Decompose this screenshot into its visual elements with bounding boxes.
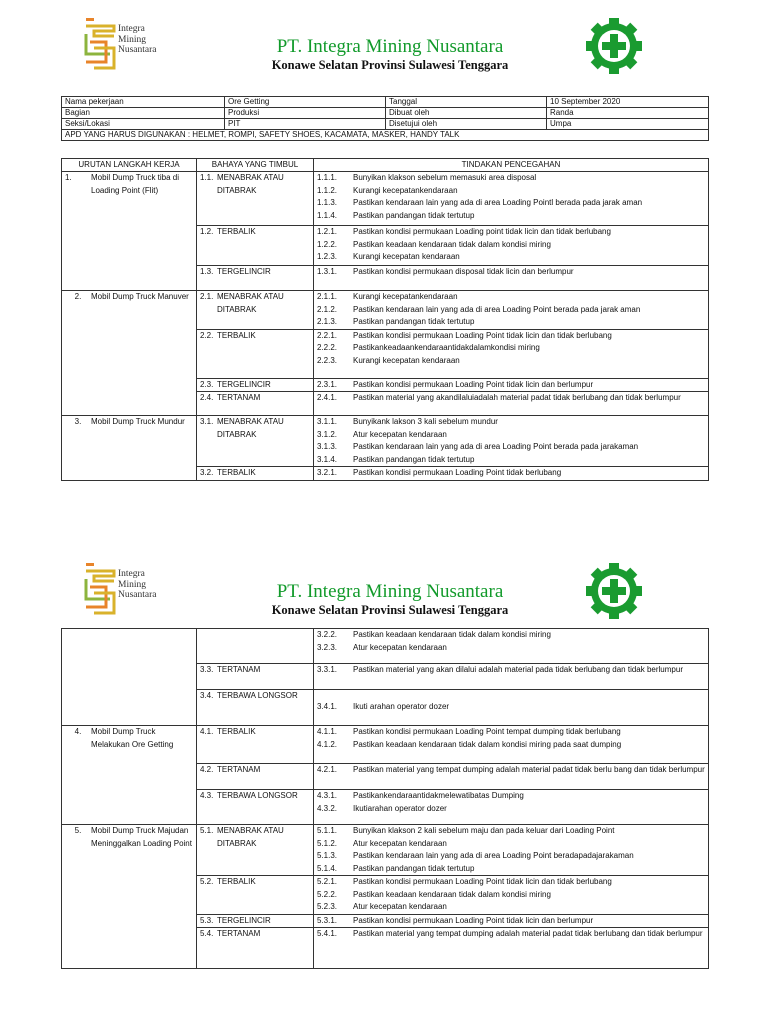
hazard-number: 1.1. xyxy=(200,173,214,182)
hazard-number: 4.3. xyxy=(200,791,214,800)
hazard-cell xyxy=(197,392,314,416)
table-row xyxy=(62,726,709,764)
hazard-cell xyxy=(197,172,314,226)
measure-cell xyxy=(314,467,709,481)
document-header xyxy=(0,0,768,80)
hazard-cell xyxy=(197,876,314,915)
measure-cell xyxy=(314,690,709,726)
hazard-text: TERGELINCIR xyxy=(217,379,271,389)
table-header-row xyxy=(62,159,709,172)
step-text: Mobil Dump Truck Mundur xyxy=(91,417,185,426)
hazard-text: MENABRAK ATAU DITABRAK xyxy=(217,173,284,195)
hazard-cell xyxy=(197,690,314,726)
step-cell xyxy=(62,416,197,481)
measure-text: Pastikan pandangan tidak tertutup xyxy=(353,454,475,464)
measure-number: 3.1.2. xyxy=(317,429,338,439)
column-header: BAHAYA YANG TIMBUL xyxy=(197,159,314,172)
measure-cell xyxy=(314,226,709,266)
measure-number: 1.2.1. xyxy=(317,227,338,236)
integra-logo-icon xyxy=(84,16,118,74)
table-row xyxy=(62,825,709,876)
measure-number: 1.2.2. xyxy=(317,239,338,249)
info-label: Tanggal xyxy=(386,97,547,108)
measure-number: 4.3.2. xyxy=(317,803,338,813)
measure-text: Pastikan kondisi permukaan Loading Point tidak licin dan berlumpur xyxy=(353,379,594,389)
measure-number: 3.1.1. xyxy=(317,417,338,426)
measure-text: Ikuti arahan operator dozer xyxy=(353,702,450,711)
measure-number: 1.1.2. xyxy=(317,185,338,195)
measure-number: 2.3.1. xyxy=(317,379,338,389)
logo-word: Mining xyxy=(118,579,146,590)
company-logo xyxy=(84,16,174,74)
measure-cell xyxy=(314,825,709,876)
measure-number: 1.1.1. xyxy=(317,173,338,182)
measure-number: 1.3.1. xyxy=(317,267,338,276)
hazard-cell xyxy=(197,825,314,876)
hazard-text: MENABRAK ATAU DITABRAK xyxy=(217,826,284,848)
measure-text: Pastikan pandangan tidak tertutup xyxy=(353,863,475,873)
measure-text: Pastikan material yang akan dilalui adalah material pada tidak berlubang dan tidak berlumpur xyxy=(353,665,683,674)
measure-number: 1.1.3. xyxy=(317,198,338,207)
measure-text: Pastikan keadaan kendaraan tidak dalam kondisi miring xyxy=(353,630,551,639)
measure-text: Atur kecepatan kendaraan xyxy=(353,838,447,848)
step-cell xyxy=(62,629,197,726)
measure-text: Pastikan kondisi permukaan Loading Point tempat dumping tidak berlubang xyxy=(353,727,621,736)
measure-text: Pastikan kendaraan lain yang ada di area Loading Point beradapadajarakaman xyxy=(353,851,634,860)
column-header: URUTAN LANGKAH KERJA xyxy=(62,159,197,172)
measure-text: Pastikan kendaraan lain yang ada di area Loading Point berada pada jarakaman xyxy=(353,442,639,451)
hazard-text: TERBALIK xyxy=(217,727,256,736)
measure-text: Pastikan keadaan kendaraan tidak dalam kondisi miring xyxy=(353,239,551,249)
measure-text: Kurangi kecepatan kendaraan xyxy=(353,355,460,365)
measure-text: Pastikan kondisi permukaan Loading Point tidak licin dan berlumpur xyxy=(353,915,594,925)
hazard-text: TERGELINCIR xyxy=(217,267,271,276)
hazard-cell xyxy=(197,226,314,266)
measure-text: Pastikan kondisi permukaan Loading Point tidak licin dan tidak berlubang xyxy=(353,877,612,886)
measure-cell xyxy=(314,172,709,226)
company-location: Konawe Selatan Provinsi Sulawesi Tenggara xyxy=(271,58,509,72)
measure-text: Kurangi kecepatan kendaraan xyxy=(353,252,460,261)
logo-word: Nusantara xyxy=(118,590,157,600)
hazard-number: 3.2. xyxy=(200,468,214,477)
measure-number: 3.1.4. xyxy=(317,454,338,464)
hazard-text: TERBALIK xyxy=(217,877,256,886)
info-label: Nama pekerjaan xyxy=(62,97,225,108)
measure-number: 3.2.3. xyxy=(317,642,338,652)
measure-text: Pastikan material yang tempat dumping adalah material padat tidak berlu bang dan tidak berlumpur xyxy=(353,765,705,774)
measure-cell xyxy=(314,726,709,764)
hazard-number: 4.1. xyxy=(200,727,214,736)
hazard-cell xyxy=(197,467,314,481)
hazard-text: TERBAWA LONGSOR xyxy=(217,791,298,800)
measure-number: 1.1.4. xyxy=(317,210,338,220)
measure-number: 4.1.2. xyxy=(317,739,338,749)
hazard-cell xyxy=(197,790,314,825)
measure-text: Kurangi kecepatankendaraan xyxy=(353,292,458,301)
hazard-cell xyxy=(197,378,314,392)
hazard-text: TERGELINCIR xyxy=(217,915,271,925)
hazard-number: 2.3. xyxy=(200,379,214,389)
measure-text: Bunyikan klakson 2 kali sebelum maju dan pada keluar dari Loading Point xyxy=(353,826,615,835)
measure-number: 2.1.2. xyxy=(317,304,338,314)
measure-cell xyxy=(314,291,709,330)
step-number: 1. xyxy=(65,173,72,182)
step-cell xyxy=(62,172,197,291)
hazard-number: 1.3. xyxy=(200,267,214,276)
company-name: PT. Integra Mining Nusantara xyxy=(276,36,504,57)
logo-text xyxy=(118,24,157,56)
measure-number: 3.2.1. xyxy=(317,468,338,477)
measure-number: 5.4.1. xyxy=(317,929,338,938)
measure-cell xyxy=(314,664,709,690)
safety-cross-gear-icon xyxy=(584,561,644,621)
column-header: TINDAKAN PENCEGAHAN xyxy=(314,159,709,172)
logo-word: Integra xyxy=(118,569,145,579)
measure-text: Pastikan kendaraan lain yang ada di area Loading Pointl berada pada jarak aman xyxy=(353,198,643,207)
step-number: 5. xyxy=(74,826,82,835)
company-name: PT. Integra Mining Nusantara xyxy=(276,581,504,602)
measure-number: 5.1.2. xyxy=(317,838,338,848)
measure-number: 5.3.1. xyxy=(317,915,338,925)
measure-number: 2.2.3. xyxy=(317,355,338,365)
hazard-cell xyxy=(197,914,314,928)
measure-text: Atur kecepatan kendaraan xyxy=(353,429,447,439)
measure-text: Pastikan kondisi permukaan Loading Point tidak berlubang xyxy=(353,468,562,477)
step-cell xyxy=(62,726,197,825)
step-number: 4. xyxy=(74,727,82,736)
table-row xyxy=(62,416,709,467)
hazard-number: 5.1. xyxy=(200,826,214,835)
measure-number: 4.3.1. xyxy=(317,791,338,800)
measure-cell xyxy=(314,378,709,392)
measure-text: Pastikan pandangan tidak tertutup xyxy=(353,317,475,326)
measure-text: Pastikankendaraantidakmelewatibatas Dumping xyxy=(353,791,524,800)
hazard-number: 5.2. xyxy=(200,877,214,886)
step-cell xyxy=(62,825,197,969)
measure-number: 5.1.3. xyxy=(317,851,338,860)
hazard-cell xyxy=(197,266,314,291)
measure-number: 2.4.1. xyxy=(317,393,338,402)
step-cell xyxy=(62,291,197,416)
table-row xyxy=(62,629,709,664)
logo-word: Mining xyxy=(118,34,146,45)
jsa-table xyxy=(61,158,709,481)
hazard-number: 5.3. xyxy=(200,915,214,925)
measure-cell xyxy=(314,392,709,416)
measure-text: Atur kecepatan kendaraan xyxy=(353,642,447,652)
measure-text: Pastikan keadaan kendaraan tidak dalam kondisi miring pada saat dumping xyxy=(353,739,622,749)
info-row xyxy=(62,97,709,108)
hazard-cell xyxy=(197,726,314,764)
measure-text: Bunyikank lakson 3 kali sebelum mundur xyxy=(353,417,498,426)
hazard-cell xyxy=(197,629,314,664)
measure-number: 5.1.4. xyxy=(317,863,338,873)
measure-text: Pastikankeadaankendaraantidakdalamkondisi miring xyxy=(353,343,540,352)
measure-text: Pastikan pandangan tidak tertutup xyxy=(353,210,475,220)
measure-number: 2.1.3. xyxy=(317,317,338,326)
step-number: 2. xyxy=(74,292,82,301)
info-label: Disetujui oleh xyxy=(386,119,547,130)
hazard-number: 3.4. xyxy=(200,691,214,700)
hazard-cell xyxy=(197,764,314,790)
logo-word: Integra xyxy=(118,24,145,34)
measure-text: Pastikan kondisi permukaan Loading point tidak licin dan tidak berlubang xyxy=(353,227,611,236)
measure-number: 3.1.3. xyxy=(317,442,338,451)
job-info-table xyxy=(61,96,709,141)
measure-cell xyxy=(314,629,709,664)
measure-number: 2.2.2. xyxy=(317,343,338,352)
info-label: Dibuat oleh xyxy=(386,108,547,119)
hazard-text: TERBALIK xyxy=(217,468,256,477)
jsa-table-continued xyxy=(61,628,709,969)
hazard-cell xyxy=(197,329,314,378)
hazard-text: TERBALIK xyxy=(217,227,256,236)
measure-cell xyxy=(314,416,709,467)
info-value: PIT xyxy=(225,119,386,130)
table-row xyxy=(62,172,709,226)
integra-logo-icon xyxy=(84,561,118,619)
hazard-number: 3.3. xyxy=(200,665,214,674)
page-1 xyxy=(0,0,768,477)
hazard-number: 2.4. xyxy=(200,393,214,402)
document-header xyxy=(0,545,768,625)
measure-number: 5.2.1. xyxy=(317,877,338,886)
apd-row xyxy=(62,130,709,141)
measure-text: Atur kecepatan kendaraan xyxy=(353,902,447,911)
hazard-cell xyxy=(197,664,314,690)
measure-text: Pastikan material yang tempat dumping adalah material padat tidak berlubang dan tidak berlumpur xyxy=(353,929,703,938)
step-text: Mobil Dump Truck Melakukan Ore Getting xyxy=(91,727,174,749)
company-logo xyxy=(84,561,174,619)
hazard-cell xyxy=(197,416,314,467)
hazard-cell xyxy=(197,928,314,969)
hazard-text: TERTANAM xyxy=(217,665,261,674)
measure-text: Pastikan kendaraan lain yang ada di area Loading Point berada pada jarak aman xyxy=(353,304,641,314)
hazard-number: 2.2. xyxy=(200,330,214,340)
measure-number: 5.1.1. xyxy=(317,826,338,835)
step-text: Mobil Dump Truck Majudan Meninggalkan Loading Point xyxy=(91,826,192,848)
measure-number: 4.1.1. xyxy=(317,727,338,736)
hazard-text: TERTANAM xyxy=(217,393,261,402)
measure-text: Pastikan keadaan kendaraan tidak dalam kondisi miring xyxy=(353,889,551,899)
measure-number: 3.3.1. xyxy=(317,665,338,674)
measure-number: 2.1.1. xyxy=(317,292,338,301)
page-2 xyxy=(0,545,768,938)
step-number: 3. xyxy=(74,417,82,426)
info-label: Seksi/Lokasi xyxy=(62,119,225,130)
company-location: Konawe Selatan Provinsi Sulawesi Tenggara xyxy=(271,603,509,617)
info-value: 10 September 2020 xyxy=(547,97,709,108)
measure-number: 2.2.1. xyxy=(317,330,338,340)
info-value: Umpa xyxy=(547,119,709,130)
hazard-number: 4.2. xyxy=(200,765,214,774)
measure-text: Kurangi kecepatankendaraan xyxy=(353,185,458,195)
measure-text: Pastikan kondisi permukaan Loading Point tidak licin dan tidak berlubang xyxy=(353,330,612,340)
hazard-text: TERTANAM xyxy=(217,929,261,938)
logo-word: Nusantara xyxy=(118,45,157,55)
measure-cell xyxy=(314,329,709,378)
measure-text: Bunyikan klakson sebelum memasuki area disposal xyxy=(353,173,537,182)
info-row xyxy=(62,119,709,130)
hazard-text: TERTANAM xyxy=(217,765,261,774)
info-value: Ore Getting xyxy=(225,97,386,108)
measure-cell xyxy=(314,266,709,291)
info-value: Produksi xyxy=(225,108,386,119)
step-text: Mobil Dump Truck Manuver xyxy=(91,292,189,301)
apd-text: APD YANG HARUS DIGUNAKAN : HELMET, ROMPI, SAFETY SHOES, KACAMATA, MASKER, HANDY TALK xyxy=(62,130,709,141)
measure-cell xyxy=(314,790,709,825)
hazard-number: 5.4. xyxy=(200,929,214,938)
measure-number: 1.2.3. xyxy=(317,252,338,261)
measure-cell xyxy=(314,928,709,969)
measure-cell xyxy=(314,764,709,790)
hazard-number: 1.2. xyxy=(200,227,214,236)
info-row xyxy=(62,108,709,119)
table-row xyxy=(62,291,709,330)
hazard-number: 3.1. xyxy=(200,417,214,426)
measure-number: 5.2.3. xyxy=(317,902,338,911)
step-text: Mobil Dump Truck tiba di Loading Point (Flit) xyxy=(91,173,180,195)
hazard-text: MENABRAK ATAU DITABRAK xyxy=(217,417,284,439)
measure-text: Pastikan material yang akandilaluiadalah material padat tidak berlubang dan tidak berlumpur xyxy=(353,393,681,402)
safety-cross-gear-icon xyxy=(584,16,644,76)
measure-text: Ikutiarahan operator dozer xyxy=(353,803,447,813)
logo-text xyxy=(118,569,157,601)
hazard-text: TERBAWA LONGSOR xyxy=(217,691,298,700)
measure-number: 5.2.2. xyxy=(317,889,338,899)
info-value: Randa xyxy=(547,108,709,119)
hazard-cell xyxy=(197,291,314,330)
measure-text: Pastikan kondisi permukaan disposal tidak licin dan berlumpur xyxy=(353,267,574,276)
info-label: Bagian xyxy=(62,108,225,119)
hazard-text: TERBALIK xyxy=(217,330,256,340)
measure-number: 3.2.2. xyxy=(317,630,338,639)
measure-cell xyxy=(314,876,709,915)
measure-number: 4.2.1. xyxy=(317,765,338,774)
hazard-text: MENABRAK ATAU DITABRAK xyxy=(217,292,284,314)
measure-cell xyxy=(314,914,709,928)
measure-number: 3.4.1. xyxy=(317,702,338,711)
hazard-number: 2.1. xyxy=(200,292,214,301)
